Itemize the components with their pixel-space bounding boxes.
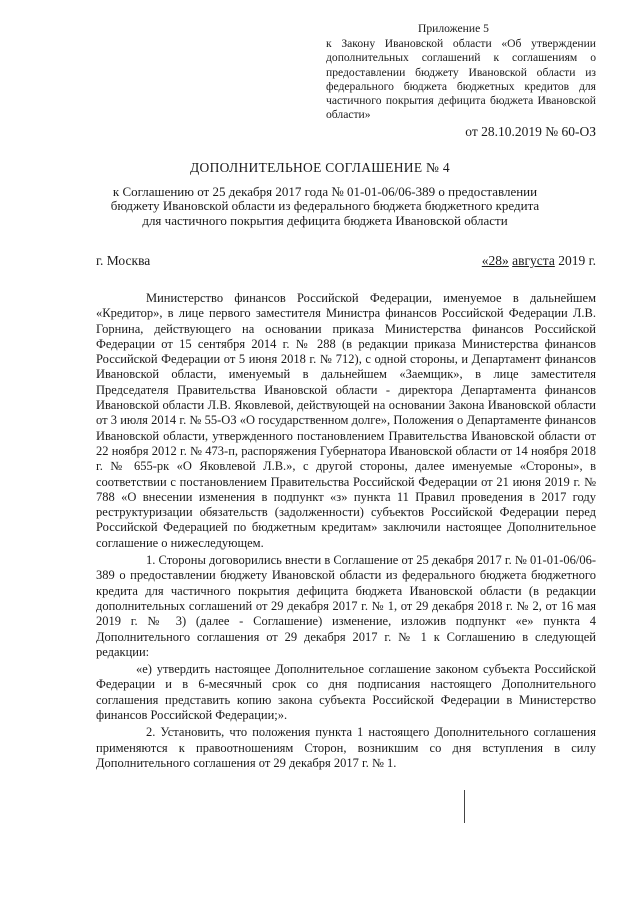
date-month: августа — [512, 253, 555, 268]
place-date-row — [96, 253, 596, 269]
appendix-title: Приложение 5 — [418, 22, 489, 35]
city: г. Москва — [96, 253, 151, 268]
appendix-text: к Закону Ивановской области «Об утверждении дополнительных соглашений к соглашениям о предоставлении бюджету Ивановской области из федерального бюджета бюджетных кредитов для частичного покрытия дефицита бюджета Ивановской области» — [326, 37, 596, 122]
appendix-block — [326, 22, 596, 122]
paragraph-2: 2. Установить, что положения пункта 1 настоящего Дополнительного соглашения применяются к правоотношениям Сторон, возникшим со дня вступления в силу Дополнительного соглашения от 29 декабря 2017 г. № 1. — [96, 725, 596, 770]
date-day: «28» — [481, 253, 509, 268]
signing-date — [482, 253, 596, 269]
date-year: 2019 г. — [558, 253, 596, 268]
document-subtitle: к Соглашению от 25 декабря 2017 года № 01-01-06/06-389 о предоставлении бюджету Ивановской области из федерального бюджета бюджетного кредита для частичного покрытия дефицита бюджета Ивановской области — [110, 184, 540, 228]
paragraph-quote: «е) утвердить настоящее Дополнительное соглашение законом субъекта Российской Федерации и в 6-месячный срок со дня подписания настоящего Дополнительного соглашения представить копию закона субъекта Российской Федерации в Министерство финансов Российской Федерации;». — [96, 662, 596, 723]
appendix-date-line: от 28.10.2019 № 60-ОЗ — [465, 124, 596, 139]
paragraph-preamble: Министерство финансов Российской Федерации, именуемое в дальнейшем «Кредитор», в лице первого заместителя Министра финансов Российской Федерации Л.В. Горнина, действующего на основании приказа Министерства финансов Российской Федерации от 15 сентября 2014 г. № 288 (в редакции приказа Министерства финансов Российской Федерации от 5 июня 2018 г. № 712), с одной стороны, и Департамент финансов Ивановской области, именуемый в дальнейшем «Заемщик», в лице заместителя Председателя Правительства Ивановской области - директора Департамента финансов Ивановской области Л.В. Яковлевой, действующей на основании Закона Ивановской области от 3 июля 2014 г. № 55-ОЗ «О государственном долге», Положения о Департаменте финансов Ивановской области, утвержденного постановлением Правительства Ивановской области от 22 ноября 2012 г. № 473-п, распоряжения Губернатора Ивановской области от 14 ноября 2018 г. № 655-рк «О Яковлевой Л.В.», с другой стороны, далее именуемые «Стороны», в соответствии с постановлением Правительства Российской Федерации от 21 июня 2019 г. № 788 «О внесении изменения в подпункт «з» пункта 11 Правил проведения в 2017 году реструктуризации обязательств (задолженности) субъектов Российской Федерации перед Российской Федерацией по бюджетным кредитам» заключили настоящее Дополнительное соглашение о нижеследующем. — [96, 291, 596, 550]
document-body — [96, 291, 596, 773]
pen-mark — [464, 790, 465, 823]
paragraph-1: 1. Стороны договорились внести в Соглашение от 25 декабря 2017 г. № 01-01-06/06-389 о предоставлении бюджету Ивановской области из федерального бюджета бюджетного кредита для частичного покрытия дефицита бюджета Ивановской области (в редакции дополнительных соглашений от 29 декабря 2017 г. № 1, от 29 декабря 2018 г. № 2, от 16 мая 2019 г. № 3) (далее - Соглашение) изменение, изложив подпункт «е» пункта 4 Дополнительного соглашения от 29 декабря 2017 г. № 1 к Соглашению в следующей редакции: — [96, 553, 596, 659]
document-title: ДОПОЛНИТЕЛЬНОЕ СОГЛАШЕНИЕ № 4 — [190, 160, 450, 175]
